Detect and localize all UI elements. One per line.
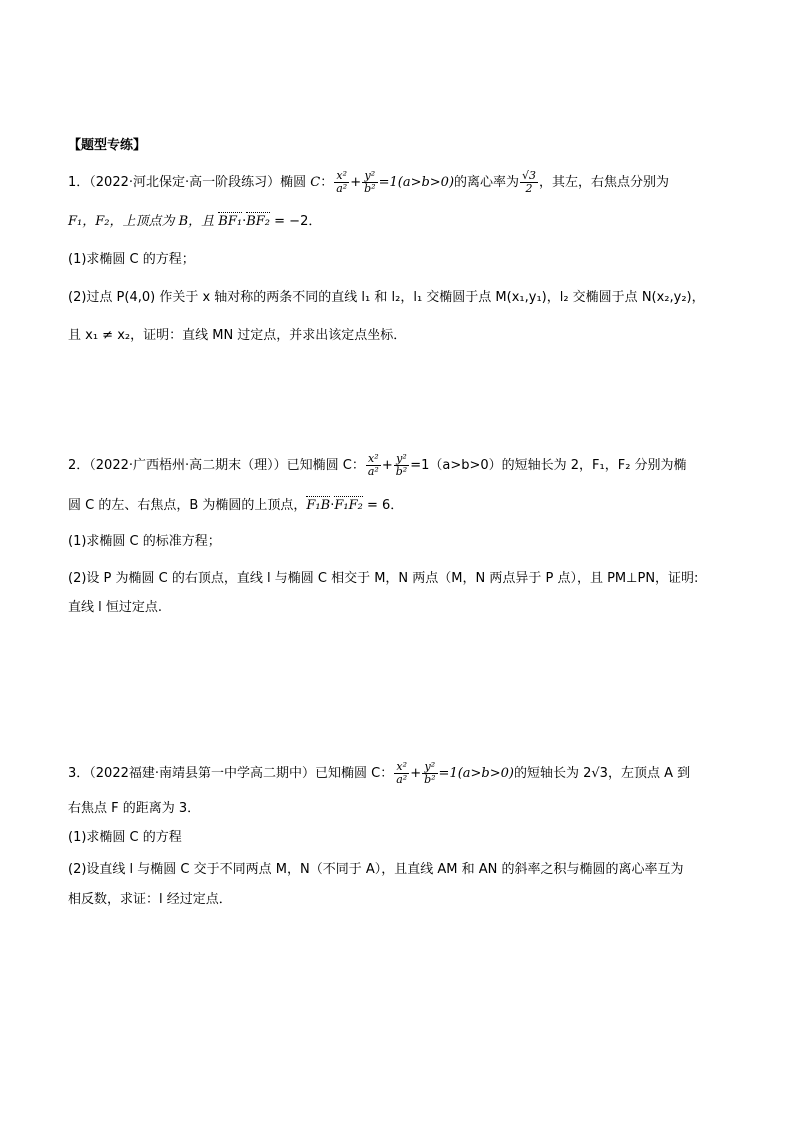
- problem-2-statement-line-1: 2．（2022·广西梧州·高二期末（理））已知椭圆 C： $\frac{\text{x²}}{\text{a²}}$ + $\frac{\text{y²}}{\text{b²}}$ =1（a>b>0）的短轴长为 2，F₁，F₂ 分别为椭: [68, 452, 687, 478]
- problem-2-number: 2．: [68, 458, 90, 473]
- problem-1-eccentricity-fraction: $\frac{√3}{2}$: [522, 169, 537, 195]
- problem-1-source: （2022·河北保定·高一阶段练习）: [89, 175, 281, 190]
- problem-2-question-2-line-1: (2)设 P 为椭圆 C 的右顶点，直线 l 与椭圆 C 相交于 M，N 两点（M，N 两点异于 P 点），且 PM⊥PN，证明:: [68, 571, 699, 586]
- problem-2-equation-condition: =1（a>b>0）: [410, 458, 502, 473]
- problem-3-text: 已知椭圆 C：: [315, 766, 394, 781]
- problem-1-fraction-x: $\frac{\text{x²}}{\text{a²}}$: [336, 169, 348, 195]
- problem-1-dot: ·: [242, 214, 247, 229]
- problem-1-text-eccentricity: 的离心率为: [454, 175, 520, 190]
- problem-3-question-2-line-1: (2)设直线 l 与椭圆 C 交于不同两点 M，N（不同于 A），且直线 AM 和 AN 的斜率之积与椭圆的离心率互为: [68, 862, 684, 877]
- problem-1-ellipse-name: C: [310, 175, 321, 190]
- problem-2-dot: ·: [330, 498, 335, 513]
- problem-1-fraction-y: $\frac{\text{y²}}{\text{b²}}$: [364, 169, 376, 195]
- problem-2-text-minor-axis: 的短轴长为 2，F₁，F₂ 分别为椭: [501, 458, 687, 473]
- problem-2-statement-line-2: [68, 498, 403, 514]
- problem-1-dot-value: = −2．: [270, 214, 322, 229]
- problem-2-text: 已知椭圆 C：: [286, 458, 365, 473]
- problem-2-question-1: (1)求椭圆 C 的标准方程；: [68, 534, 221, 549]
- problem-1-colon: ：: [320, 175, 334, 190]
- problem-1-vector-bf1: BF₁: [218, 214, 243, 229]
- problem-3-number: 3．: [68, 766, 90, 781]
- problem-1-number: 1．: [68, 175, 90, 190]
- problem-2-vector-f1f2: F₁F₂: [334, 498, 363, 513]
- problem-1-text: 椭圆: [280, 175, 311, 190]
- problem-1-foci-text: F₁，F₂，上顶点为 B，且: [68, 214, 219, 229]
- problem-1-question-2-line-2: 且 x₁ ≠ x₂，证明：直线 MN 过定点，并求出该定点坐标．: [68, 328, 407, 343]
- problem-3-fraction-y: $\frac{\text{y²}}{\text{b²}}$: [424, 760, 436, 786]
- problem-1-statement-line-2: [68, 214, 321, 230]
- problem-3-statement-line-1: 3．（2022福建·南靖县第一中学高二期中）已知椭圆 C： $\frac{\text{x²}}{\text{a²}}$ + $\frac{\text{y²}}{\text{b²}}$ =1(a>b>0)的短轴长为 2√3，左顶点 A 到: [68, 760, 691, 786]
- problem-2-vertex-text: 圆 C 的左、右焦点，B 为椭圆的上顶点，: [68, 498, 307, 513]
- problem-1-text-foci: ，其左，右焦点分别为: [539, 175, 670, 190]
- problem-3-statement-line-2: 右焦点 F 的距离为 3．: [68, 801, 201, 816]
- problem-1-question-2-line-1: (2)过点 P(4,0) 作关于 x 轴对称的两条不同的直线 l₁ 和 l₂，l₁ 交椭圆于点 M(x₁,y₁)，l₂ 交椭圆于点 N(x₂,y₂)，: [68, 290, 705, 305]
- section-heading: 【题型专练】: [68, 138, 147, 153]
- problem-3-equation-condition: =1(a>b>0): [438, 766, 514, 781]
- problem-2-dot-value: = 6．: [362, 498, 404, 513]
- problem-1-equation-condition: =1(a>b>0): [378, 175, 455, 190]
- problem-3-text-minor-axis: 的短轴长为 2√3，左顶点 A 到: [513, 766, 691, 781]
- problem-2-fraction-x: $\frac{\text{x²}}{\text{a²}}$: [367, 452, 379, 478]
- problem-1-vector-bf2: BF₂: [246, 214, 271, 229]
- problem-3-fraction-x: $\frac{\text{x²}}{\text{a²}}$: [396, 760, 408, 786]
- problem-2-question-2-line-2: 直线 l 恒过定点.: [68, 600, 163, 615]
- problem-2-vector-f1b: F₁B: [306, 498, 331, 513]
- problem-1-statement-line-1: 1．（2022·河北保定·高一阶段练习）椭圆 C： $\frac{\text{x²}}{\text{a²}}$ + $\frac{\text{y²}}{\text{b²}}$ =1(a>b>0)的离心率为 $\frac{√3}{2}$ ，其左，右焦点分别为: [68, 169, 670, 195]
- problem-1-question-1: (1)求椭圆 C 的方程；: [68, 252, 195, 267]
- problem-3-question-2-line-2: 相反数，求证：l 经过定点．: [68, 892, 232, 907]
- problem-3-question-1: (1)求椭圆 C 的方程: [68, 830, 182, 845]
- problem-3-source: （2022福建·南靖县第一中学高二期中）: [89, 766, 315, 781]
- problem-2-fraction-y: $\frac{\text{y²}}{\text{b²}}$: [395, 452, 408, 478]
- problem-2-source: （2022·广西梧州·高二期末（理））: [89, 458, 287, 473]
